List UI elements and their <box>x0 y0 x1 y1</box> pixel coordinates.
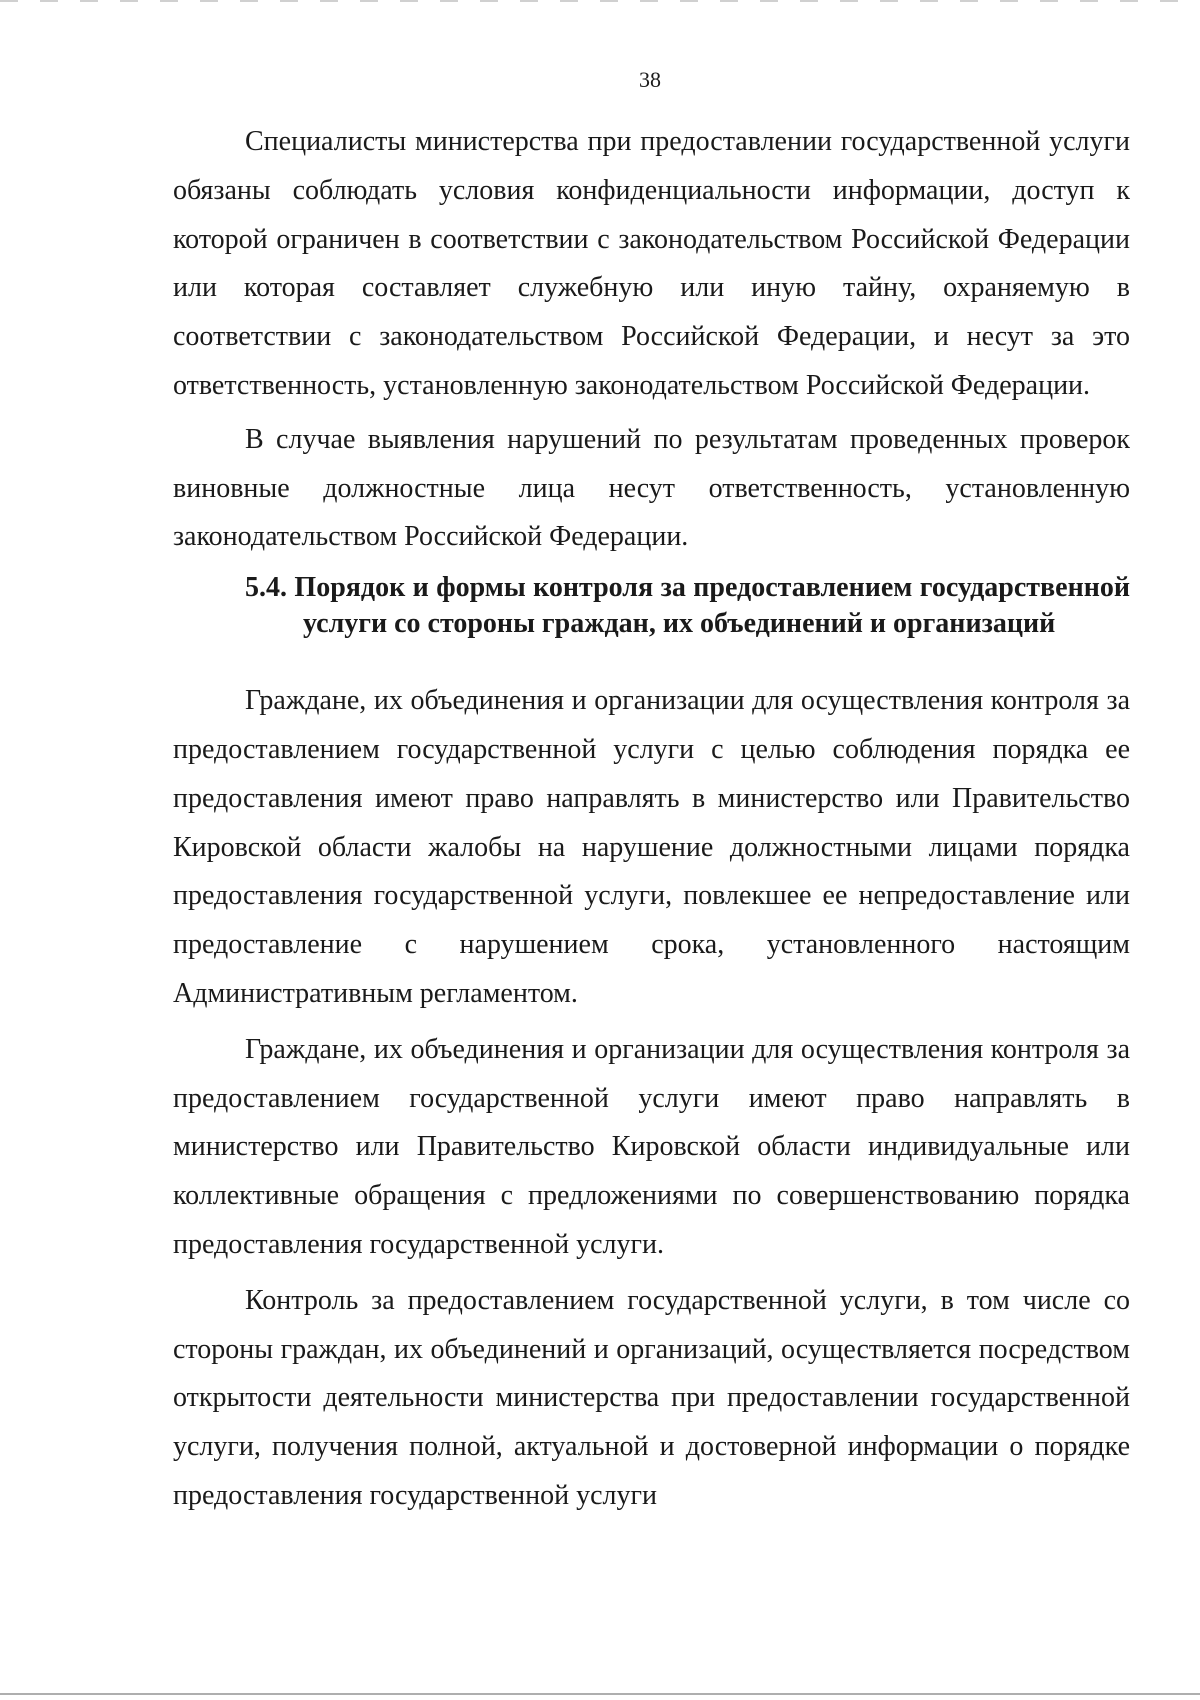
page-body <box>173 118 1130 1521</box>
paragraph-confidentiality: Специалисты министерства при предоставлении государственной услуги обязаны соблюдать условия конфиденциальности информации, доступ к которой ограничен в соответствии с законодательством Российской Федерации или которая составляет служебную или иную тайну, охраняемую в соответствии с законодательством Российской Федерации, и несут за это ответственность, установленную законодательством Российской Федерации. <box>173 126 1130 401</box>
paragraph-proposals: Граждане, их объединения и организации для осуществления контроля за предоставлением государственной услуги имеют право направлять в министерство или Правительство Кировской области индивидуальные или коллективные обращения с предложениями по совершенствованию порядка предоставления государственной услуги. <box>173 1033 1130 1260</box>
section-heading-5-4: 5.4. Порядок и формы контроля за предоставлением государственной услуги со стороны граждан, их объединений и организаций <box>245 572 1130 640</box>
scan-edge-bottom <box>0 1693 1200 1695</box>
scan-edge-top <box>0 0 1200 2</box>
paragraph-complaints: Граждане, их объединения и организации для осуществления контроля за предоставлением государственной услуги с целью соблюдения порядка ее предоставления имеют право направлять в министерство или Правительство Кировской области жалобы на нарушение должностными лицами порядка предоставления государственной услуги, повлекшее ее непредоставление или предоставление с нарушением срока, установленного настоящим Административным регламентом. <box>173 685 1130 1009</box>
paragraph-violations: В случае выявления нарушений по результатам проведенных проверок виновные должностные лица несут ответственность, установленную законодательством Российской Федерации. <box>173 423 1130 553</box>
paragraph-control-openness: Контроль за предоставлением государственной услуги, в том числе со стороны граждан, их объединений и организаций, осуществляется посредством открытости деятельности министерства при предоставлении государственной услуги, получения полной, актуальной и достоверной информации о порядке предоставления государственной услуги <box>173 1284 1130 1511</box>
page-number: 38 <box>639 67 661 92</box>
